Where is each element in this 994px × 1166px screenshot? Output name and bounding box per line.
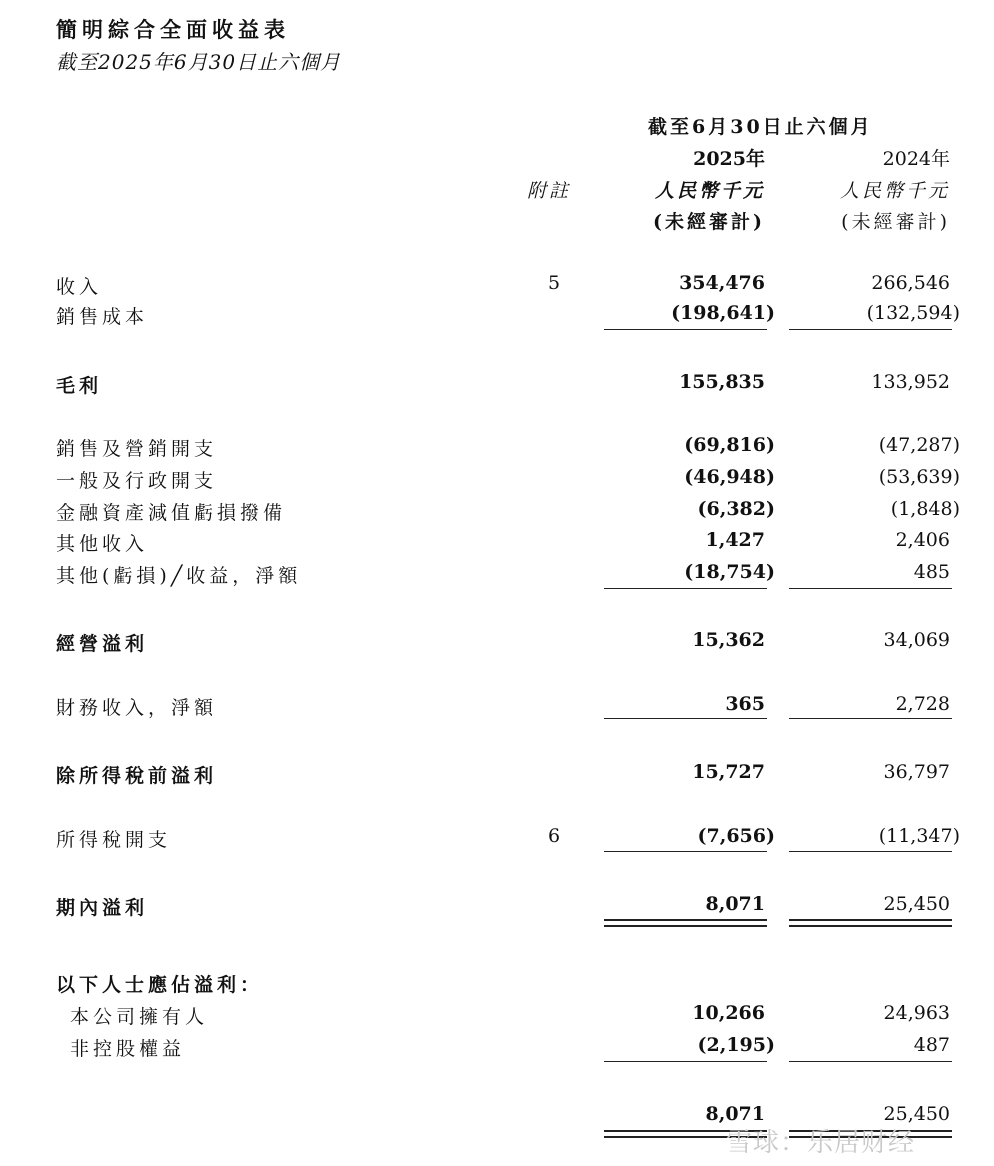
- other-income-2025: 1,427: [705, 529, 765, 551]
- audit-2025-header: (未經審計): [653, 211, 765, 233]
- total-double-rule: [604, 925, 767, 927]
- total-2025: 8,071: [705, 1103, 765, 1125]
- profit-for-period-2024: 25,450: [883, 893, 950, 915]
- period-header: 截至6月30日止六個月: [648, 116, 873, 138]
- finance-income-2025: 365: [725, 693, 765, 715]
- cost-of-sales-2025: (198,641): [671, 302, 775, 324]
- year-2024-header: 2024年: [882, 148, 950, 170]
- revenue-label: 收入: [56, 276, 103, 298]
- profit-for-period-label: 期內溢利: [56, 897, 149, 919]
- currency-2024-header: 人民幣千元: [839, 180, 950, 202]
- cost-of-sales-label: 銷售成本: [56, 306, 149, 328]
- income-tax-2024: (11,347): [878, 825, 960, 847]
- finance-income-2024: 2,728: [895, 693, 950, 715]
- total-double-rule: [604, 919, 767, 921]
- subtotal-rule: [789, 329, 952, 330]
- other-gains-2024: 485: [913, 561, 950, 583]
- operating-profit-2024: 34,069: [883, 629, 950, 651]
- subtotal-rule: [604, 1061, 767, 1062]
- subtotal-rule: [789, 851, 952, 852]
- profit-before-tax-label: 除所得稅前溢利: [56, 765, 218, 787]
- selling-expenses-2024: (47,287): [878, 434, 960, 456]
- profit-before-tax-2025: 15,727: [692, 761, 765, 783]
- nci-2025: (2,195): [697, 1034, 775, 1056]
- finance-income-label: 財務收入，淨額: [56, 697, 218, 719]
- statement-title: 簡明綜合全面收益表: [56, 17, 290, 42]
- impairment-label: 金融資產減值虧損撥備: [56, 502, 287, 524]
- gross-profit-2024: 133,952: [871, 371, 950, 393]
- income-tax-note: 6: [548, 825, 561, 847]
- profit-for-period-2025: 8,071: [705, 893, 765, 915]
- income-tax-label: 所得稅開支: [56, 829, 172, 851]
- total-2024: 25,450: [883, 1103, 950, 1125]
- nci-2024: 487: [913, 1034, 950, 1056]
- other-gains-label: 其他(虧損)╱收益，淨額: [56, 565, 302, 587]
- admin-expenses-2024: (53,639): [878, 466, 960, 488]
- other-gains-2025: (18,754): [684, 561, 775, 583]
- impairment-2025: (6,382): [697, 498, 775, 520]
- audit-2024-header: (未經審計): [841, 211, 950, 233]
- subtotal-rule: [604, 588, 767, 589]
- profit-before-tax-2024: 36,797: [883, 761, 950, 783]
- operating-profit-label: 經營溢利: [56, 633, 149, 655]
- admin-expenses-2025: (46,948): [684, 466, 775, 488]
- selling-expenses-2025: (69,816): [684, 434, 775, 456]
- attributable-heading: 以下人士應佔溢利：: [56, 974, 264, 996]
- subtotal-rule: [604, 851, 767, 852]
- total-double-rule: [789, 925, 952, 927]
- subtotal-rule: [604, 329, 767, 330]
- admin-expenses-label: 一般及行政開支: [56, 470, 218, 492]
- operating-profit-2025: 15,362: [692, 629, 765, 651]
- selling-expenses-label: 銷售及營銷開支: [56, 438, 218, 460]
- note-header: 附註: [527, 180, 572, 202]
- cost-of-sales-2024: (132,594): [866, 302, 960, 324]
- owners-2024: 24,963: [883, 1002, 950, 1024]
- watermark: 雪球：乐居财经: [726, 1128, 916, 1158]
- owners-2025: 10,266: [692, 1002, 765, 1024]
- gross-profit-2025: 155,835: [679, 371, 765, 393]
- nci-label: 非控股權益: [70, 1038, 186, 1060]
- gross-profit-label: 毛利: [56, 375, 103, 397]
- subtotal-rule: [604, 718, 767, 719]
- statement-subtitle: 截至2025年6月30日止六個月: [56, 50, 342, 74]
- impairment-2024: (1,848): [890, 498, 960, 520]
- subtotal-rule: [789, 1061, 952, 1062]
- income-tax-2025: (7,656): [697, 825, 775, 847]
- revenue-2025: 354,476: [679, 272, 765, 294]
- total-double-rule: [789, 919, 952, 921]
- subtotal-rule: [789, 588, 952, 589]
- revenue-note: 5: [548, 272, 561, 294]
- subtotal-rule: [789, 718, 952, 719]
- year-2025-header: 2025年: [693, 148, 765, 170]
- other-income-2024: 2,406: [895, 529, 950, 551]
- currency-2025-header: 人民幣千元: [654, 180, 765, 202]
- owners-label: 本公司擁有人: [70, 1006, 209, 1028]
- other-income-label: 其他收入: [56, 533, 149, 555]
- revenue-2024: 266,546: [871, 272, 950, 294]
